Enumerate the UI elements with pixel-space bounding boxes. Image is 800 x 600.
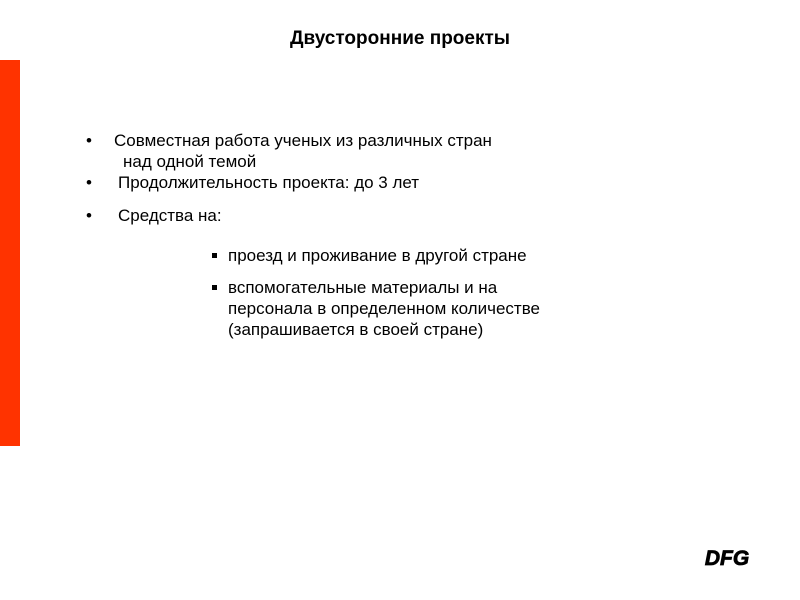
sub-bullet-text: (запрашивается в своей стране) — [228, 320, 484, 339]
slide-title: Двусторонние проекты — [289, 28, 511, 49]
bullet-list — [86, 130, 492, 226]
bullet-marker: • — [86, 173, 92, 192]
bullet-item — [86, 172, 492, 193]
bullet-text: Средства на: — [118, 206, 222, 225]
sub-bullet-item — [210, 277, 540, 340]
sub-bullet-text: проезд и проживание в другой стране — [228, 246, 527, 265]
bullet-item — [86, 205, 492, 226]
square-bullet-icon — [212, 285, 217, 290]
bullet-text: Совместная работа ученых из различных стран — [114, 131, 492, 150]
bullet-marker: • — [86, 131, 92, 150]
square-bullet-icon — [212, 253, 217, 258]
bullet-text: Продолжительность проекта: до 3 лет — [118, 173, 420, 192]
dfg-logo — [698, 546, 756, 568]
sub-bullet-list — [210, 245, 540, 351]
sub-bullet-text: персонала в определенном количестве — [228, 299, 540, 318]
bullet-text-continuation: над одной темой — [123, 152, 257, 171]
accent-bar — [0, 60, 20, 446]
logo-text: DFG — [704, 547, 750, 568]
sub-bullet-item — [210, 245, 540, 266]
sub-bullet-text: вспомогательные материалы и на — [228, 278, 498, 297]
bullet-marker: • — [86, 206, 92, 225]
bullet-item — [86, 130, 492, 172]
